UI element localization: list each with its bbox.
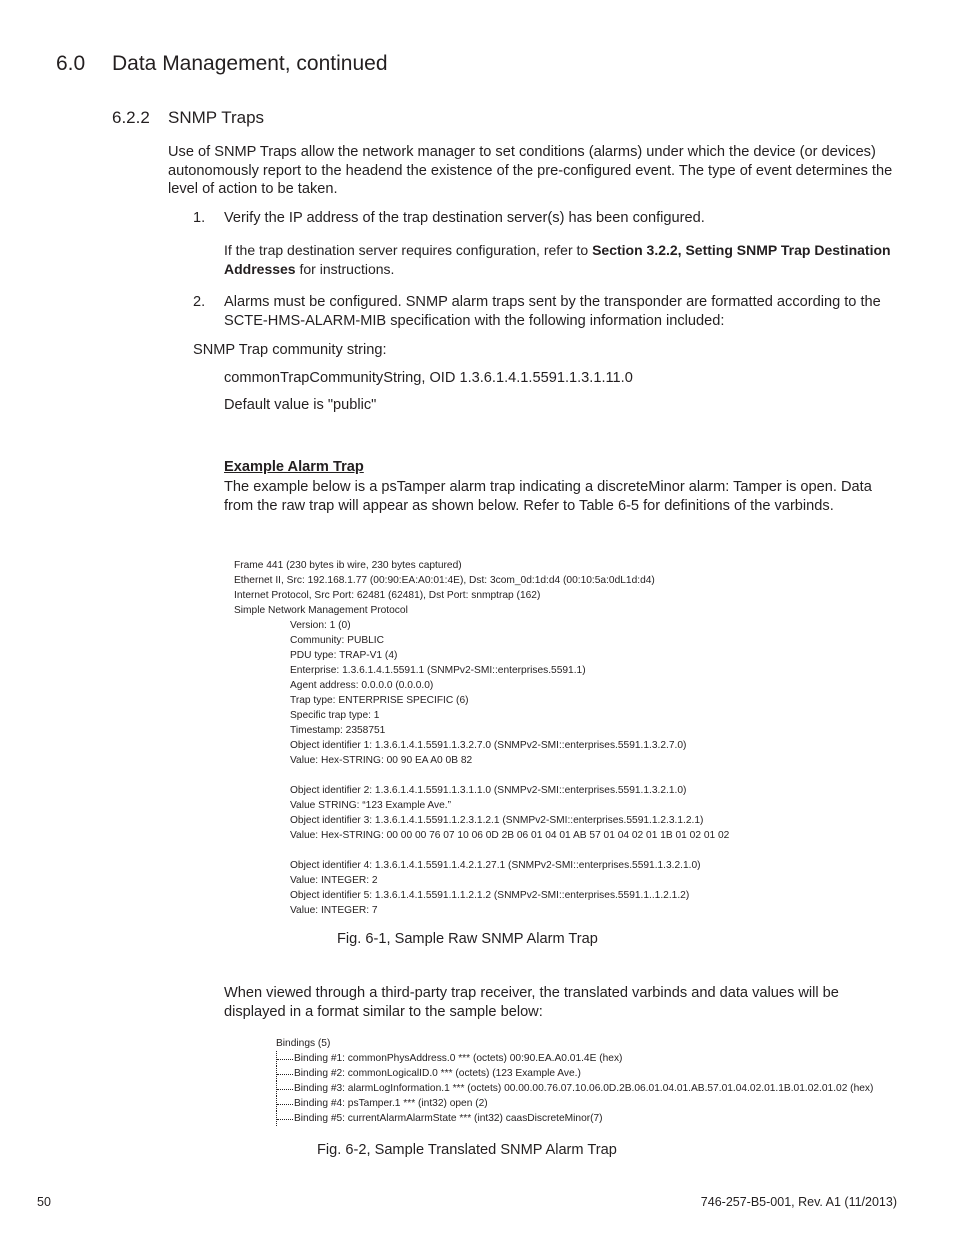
- step-text: Verify the IP address of the trap destination server(s) has been configured.: [224, 210, 705, 226]
- raw-line: Object identifier 2: 1.3.6.1.4.1.5591.1.3.1.1.0 (SNMPv2-SMI::enterprises.5591.1.3.2.1.0): [290, 785, 687, 796]
- step-text: Alarms must be configured. SNMP alarm traps sent by the transponder are formatted according to the SCTE-HMS-ALARM-MIB specification with the following information included:: [224, 294, 881, 329]
- section-title: Data Management, continued: [112, 52, 388, 75]
- binding-text: Binding #3: alarmLogInformation.1 *** (octets) 00.00.00.76.07.10.06.0D.2B.06.01.04.01.AB.57.01.04.02.01.1B.01.02.01.02 (hex): [294, 1083, 874, 1094]
- figure-caption-2: Fig. 6-2, Sample Translated SNMP Alarm Trap: [317, 1142, 617, 1158]
- binding-row: [276, 1096, 873, 1111]
- raw-line: Object identifier 4: 1.3.6.1.4.1.5591.1.4.2.1.27.1 (SNMPv2-SMI::enterprises.5591.1.3.2.1.0): [290, 860, 701, 871]
- raw-line: Value: Hex-STRING: 00 00 00 76 07 10 06 0D 2B 06 01 04 01 AB 57 01 04 02 01 1B 01 02 01 02: [290, 830, 730, 841]
- tree-connector: [276, 1066, 294, 1081]
- translated-bindings-tree: [276, 1036, 873, 1126]
- subsection-title: SNMP Traps: [168, 108, 265, 127]
- raw-line: PDU type: TRAP-V1 (4): [290, 650, 398, 661]
- tree-connector: [276, 1051, 294, 1066]
- tree-connector: [276, 1096, 294, 1111]
- example-body: The example below is a psTamper alarm trap indicating a discreteMinor alarm: Tamper is open. Data from the raw trap will appear as shown below. Refer to Table 6-5 for definitions of the varbinds.: [224, 479, 872, 514]
- binding-text: Binding #5: currentAlarmAlarmState *** (int32) caasDiscreteMinor(7): [294, 1113, 603, 1124]
- raw-line: Value STRING: “123 Example Ave.”: [290, 800, 451, 811]
- community-default: Default value is "public": [224, 397, 377, 413]
- binding-row: [276, 1111, 873, 1126]
- translated-intro: When viewed through a third-party trap receiver, the translated varbinds and data values will be displayed in a format similar to the sample below:: [224, 985, 839, 1020]
- subsection-heading: [112, 108, 264, 128]
- binding-row: [276, 1066, 873, 1081]
- community-label: SNMP Trap community string:: [193, 342, 387, 358]
- binding-row: [276, 1051, 873, 1066]
- raw-line: Simple Network Management Protocol: [234, 605, 408, 616]
- step-number: 2.: [193, 294, 206, 310]
- note-reference: Section 3.2.2, Setting SNMP Trap Destination Addresses: [224, 242, 891, 277]
- raw-line: Ethernet II, Src: 192.168.1.77 (00:90:EA:A0:01:4E), Dst: 3com_0d:1d:d4 (00:10:5a:0dL1d:d4): [234, 575, 655, 586]
- step-1: [193, 209, 903, 228]
- raw-line: Enterprise: 1.3.6.1.4.1.5591.1 (SNMPv2-SMI::enterprises.5591.1): [290, 665, 586, 676]
- note-text: If the trap destination server requires configuration, refer to: [224, 242, 593, 258]
- raw-line: Frame 441 (230 bytes ib wire, 230 bytes captured): [234, 560, 462, 571]
- tree-connector: [276, 1081, 294, 1096]
- binding-text: Binding #2: commonLogicalID.0 *** (octets) (123 Example Ave.): [294, 1068, 581, 1079]
- raw-line: Community: PUBLIC: [290, 635, 384, 646]
- raw-line: [234, 843, 729, 858]
- binding-text: Binding #1: commonPhysAddress.0 *** (octets) 00:90.EA.A0.01.4E (hex): [294, 1053, 623, 1064]
- raw-line: Object identifier 1: 1.3.6.1.4.1.5591.1.3.2.7.0 (SNMPv2-SMI::enterprises.5591.1.3.2.7.0): [290, 740, 687, 751]
- raw-line: Value: INTEGER: 7: [290, 905, 378, 916]
- step-2: [193, 293, 903, 330]
- raw-line: Value: Hex-STRING: 00 90 EA A0 0B 82: [290, 755, 473, 766]
- page-number: 50: [37, 1195, 51, 1209]
- document-number: 746-257-B5-001, Rev. A1 (11/2013): [700, 1195, 897, 1209]
- raw-line: Specific trap type: 1: [290, 710, 380, 721]
- bindings-root: Bindings (5): [276, 1038, 331, 1049]
- raw-line: Version: 1 (0): [290, 620, 351, 631]
- raw-line: Timestamp: 2358751: [290, 725, 386, 736]
- raw-trap-listing: [234, 558, 729, 918]
- example-title: Example Alarm Trap: [224, 459, 364, 475]
- note-text-end: for instructions.: [295, 261, 395, 277]
- section-heading: [56, 52, 388, 76]
- community-oid: commonTrapCommunityString, OID 1.3.6.1.4.1.5591.1.3.1.11.0: [224, 370, 633, 386]
- section-number: 6.0: [56, 52, 86, 75]
- raw-line: Object identifier 5: 1.3.6.1.4.1.5591.1.1.2.1.2 (SNMPv2-SMI::enterprises.5591.1..1.2.1.2): [290, 890, 690, 901]
- raw-line: Value: INTEGER: 2: [290, 875, 378, 886]
- raw-line: Object identifier 3: 1.3.6.1.4.1.5591.1.2.3.1.2.1 (SNMPv2-SMI::enterprises.5591.1.2.3.1.2.1): [290, 815, 704, 826]
- step-1-note: [224, 241, 894, 279]
- subsection-number: 6.2.2: [112, 108, 150, 127]
- binding-text: Binding #4: psTamper.1 *** (int32) open (2): [294, 1098, 488, 1109]
- raw-line: Agent address: 0.0.0.0 (0.0.0.0): [290, 680, 434, 691]
- raw-line: Trap type: ENTERPRISE SPECIFIC (6): [290, 695, 469, 706]
- raw-line: Internet Protocol, Src Port: 62481 (62481), Dst Port: snmptrap (162): [234, 590, 541, 601]
- intro-paragraph: Use of SNMP Traps allow the network manager to set conditions (alarms) under which the device (or devices) autonomously report to the headend the existence of the pre-configured event. The type of event determines the level of action to be taken.: [168, 144, 893, 197]
- binding-row: [276, 1081, 873, 1096]
- figure-caption-1: Fig. 6-1, Sample Raw SNMP Alarm Trap: [337, 931, 598, 947]
- tree-connector: [276, 1111, 294, 1126]
- step-number: 1.: [193, 210, 206, 226]
- raw-line: [234, 768, 729, 783]
